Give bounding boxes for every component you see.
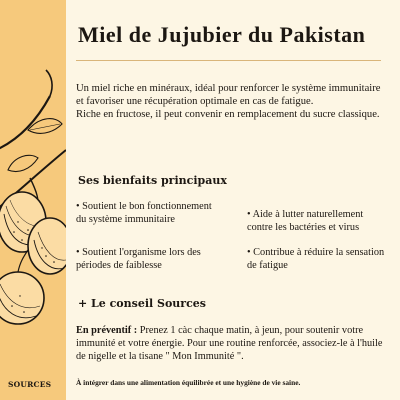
benefit-item-bacteria: • Aide à lutter naturellement contre les bactéries et virus xyxy=(247,209,364,233)
benefits-heading: Ses bienfaits principaux xyxy=(78,174,227,187)
benefit-item-immune: • Soutient le bon fonctionnement du système immunitaire xyxy=(76,201,212,225)
intro-paragraph-2: Riche en fructose, il peut convenir en remplacement du sucre classique. xyxy=(76,109,380,120)
title-divider xyxy=(76,60,381,61)
main-content xyxy=(76,0,394,400)
page-title: Miel de Jujubier du Pakistan xyxy=(78,22,366,47)
intro-text xyxy=(76,82,386,121)
advice-heading: + Le conseil Sources xyxy=(78,297,206,310)
benefit-item-fatigue: • Contribue à réduire la sensation de fatigue xyxy=(247,247,385,271)
footnote: À intégrer dans une alimentation équilibrée et une hygiène de vie saine. xyxy=(76,378,301,387)
decorative-side-panel xyxy=(0,0,66,400)
advice-text xyxy=(76,324,388,363)
advice-body: Prenez 1 càc chaque matin, à jeun, pour soutenir votre immunité et votre énergie. Pour une routine renforcée, associez-le à l'huile de nigelle et la tisane " Mon Immunité ". xyxy=(76,325,383,362)
advice-lead: En préventif : xyxy=(76,325,138,336)
brand-logo: SOURCES xyxy=(8,380,52,389)
jujube-branch-illustration xyxy=(0,0,66,400)
intro-paragraph-1: Un miel riche en minéraux, idéal pour renforcer le système immunitaire et favoriser une récupération optimale en cas de fatigue. xyxy=(76,83,381,107)
benefit-item-weakness: • Soutient l'organisme lors des périodes de faiblesse xyxy=(76,247,201,271)
